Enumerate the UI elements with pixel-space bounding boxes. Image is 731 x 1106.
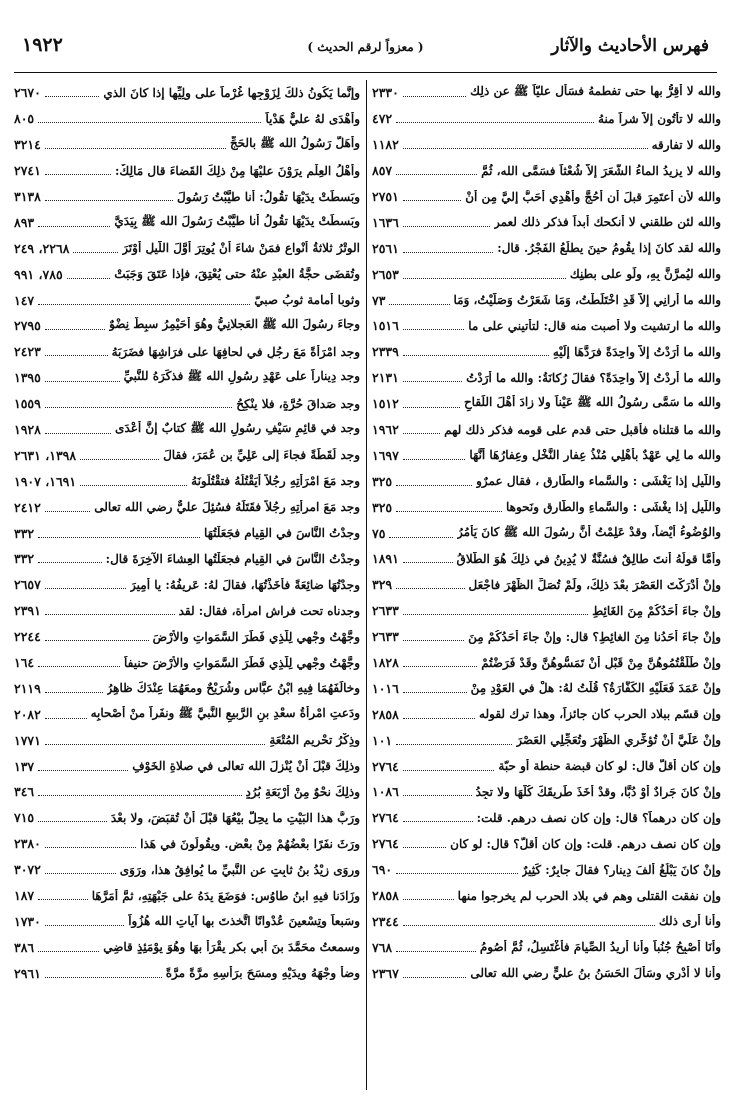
dot-leader (45, 399, 232, 408)
dot-leader (396, 166, 477, 175)
entry-text: وجدناه تحت فراش امرأة، فقال: لقد (178, 603, 360, 618)
hadith-number: ١٨٧ (14, 888, 35, 904)
index-entry (372, 675, 721, 701)
hadith-number: ٣٤٦ (14, 784, 35, 800)
entry-text: وإن كان نصف درهم. قلت: وإن كان أقلّ؟ قال: لو كان (450, 836, 721, 851)
index-entry (14, 235, 360, 261)
index-entry (372, 650, 721, 676)
dot-leader (403, 969, 466, 978)
index-entry (372, 261, 721, 287)
index-entry (14, 546, 360, 572)
dot-leader (403, 218, 490, 227)
dot-leader (38, 296, 250, 305)
index-entry (14, 209, 360, 235)
hadith-number: ٢٠٨٢ (14, 706, 41, 722)
entry-text: والله لئن طلقني لا أنكحك أبداً فذكر ذلك لعمر (493, 215, 721, 230)
dot-leader (403, 140, 648, 149)
dot-leader (38, 762, 128, 771)
dot-leader (45, 140, 226, 149)
dot-leader (45, 632, 149, 641)
entry-text: والله لأن أعتَمِرَ قبلَ أن أحُجَّ وأُهْدِي أحَبُّ إليَّ مِن أنْ (465, 189, 721, 204)
hadith-number: ٢٣٣٩ (372, 344, 399, 360)
entry-text: ورَثَ نفَرًا بعْضُهُمْ مِنْ بعْضٍ. ويقُولُونَ في هَذا (140, 836, 360, 851)
hadith-number: ٢٣٤٤ (372, 913, 399, 929)
entry-text: وإن كان درهماً؟ قال: وإن كان نصف درهم. قلت: (476, 810, 721, 825)
hadith-number: ١٥١٢ (372, 396, 399, 412)
index-entry (372, 235, 721, 261)
entry-text: وجد صَداقَ حُرَّةٍ، فلا ينْكِحُ (236, 396, 360, 411)
index-entry (14, 339, 360, 365)
index-entry (372, 779, 721, 805)
dot-leader (38, 114, 261, 123)
index-entry (14, 960, 360, 986)
index-entry (372, 468, 721, 494)
dot-leader (403, 399, 460, 408)
hadith-number: ٣٨٦ (14, 939, 35, 955)
index-entry (372, 624, 721, 650)
dot-leader (403, 88, 466, 97)
left-column (14, 80, 360, 986)
hadith-number: ٢٧٦٤ (372, 758, 399, 774)
dot-leader (403, 554, 453, 563)
entry-text: والله لا أقِرُّ بها حتى تفطمهُ فسَأل عليّاً ﷺ عن ذلِك (470, 84, 721, 99)
header-rule (14, 72, 717, 73)
entry-text: وإنَّما يَكُونُ ذلكَ لِزَوْجِها غُرْماً على ولِيِّها إذا كانَ الذي (103, 85, 360, 100)
entry-text: والله لقد كانَ إذا يقُومُ حينَ يطلُعُ الفَجْرُ. قال: (497, 241, 721, 256)
entry-text: والله ما لِي عَهْدٌ بأهْلِي مُنْذُ عِفارِ النَّخْلِ وعِفارُهَا أنَّهَا (469, 448, 721, 463)
index-entry (14, 572, 360, 598)
hadith-number: ١٣٧ (14, 758, 35, 774)
entry-text: وإن نفقت القتلى وهم في بلاد الحرب لم يخرجوا منها (457, 888, 721, 903)
hadith-number: ١٦٩١، ١٩٠٧ (14, 473, 77, 489)
index-entry (14, 727, 360, 753)
index-entry (372, 753, 721, 779)
index-entry (14, 494, 360, 520)
dot-leader (45, 969, 162, 978)
hadith-number: ١٠٨٦ (372, 784, 399, 800)
index-entry (14, 883, 360, 909)
hadith-number: ١٠١ (372, 732, 393, 748)
hadith-number: ٢١٣١ (372, 370, 399, 386)
entry-text: وأنا لا أدْرِي وسَألَ الحَسَنُ بنُ عليٍّ رضي الله تعالى (470, 966, 721, 981)
index-entry (14, 650, 360, 676)
index-entry (372, 339, 721, 365)
dot-leader (45, 710, 87, 719)
dot-leader (403, 244, 493, 253)
index-entry (372, 442, 721, 468)
hadith-number: ٢٢٦٨، ٢٤٩ (14, 240, 70, 256)
hadith-number: ٢٧٥١ (372, 189, 399, 204)
dot-leader (45, 865, 116, 874)
index-entry (372, 132, 721, 158)
entry-text: وبَسطَتْ يدَيْهَا تقُولُ أنا طيَّبْتُ رَسُولَ الله ﷺ بِيَدَيَّ (114, 213, 360, 228)
dot-leader (403, 813, 473, 822)
entry-text: والله لا تأتُون إلاَّ شراً منهُ (598, 111, 721, 126)
dot-leader (45, 166, 111, 175)
dot-leader (45, 192, 173, 201)
hadith-number: ٣٢٥ (372, 473, 393, 489)
entry-text: وجدْتُهَا ضائِعَةً فأخَذْتُهَا، فقالَ لهُ: عَرِيفُهُ: يا أمِيرَ (130, 577, 360, 592)
index-entry (372, 857, 721, 883)
hadith-number: ٢٣٣٠ (372, 85, 399, 101)
hadith-number: ١٦٣٦ (372, 214, 399, 230)
dot-leader (403, 270, 566, 279)
index-entry (372, 391, 721, 417)
hadith-number: ١٨٢٨ (372, 655, 399, 671)
dot-leader (45, 606, 175, 615)
index-entry (14, 520, 360, 546)
dot-leader (38, 529, 200, 538)
dot-leader (403, 787, 472, 796)
hadith-number: ٣٠٧٢ (14, 862, 41, 878)
hadith-number: ٢٦٣٣ (372, 629, 399, 645)
entry-text: وإنْ كانَ يَبْلُغُ ألفَ دِينارٍ؟ فقالَ جابِرٌ: كَثِيرٌ (521, 862, 721, 877)
entry-text: وتُقضَى حجَّةُ العبْدِ عنْهُ حتى يُعْتِقَ، فإذا عَتَقَ وَجَبَتْ (114, 267, 360, 282)
entry-text: ودَعتِ امْرأةُ سعْدِ بنِ الرَّبيعِ النَّبيَّ ﷺ ونفَراً منْ أصْحابِه (90, 705, 360, 720)
index-entry (372, 184, 721, 210)
index-entry (14, 857, 360, 883)
index-entry (372, 572, 721, 598)
entry-text: وإن قسّم ببلاد الحرب كان جائزاً، وهذا ترك لقوله (479, 707, 721, 722)
entry-text: والله لا تفارقه (651, 137, 721, 152)
index-entry (14, 106, 360, 132)
hadith-number: ٢١١٩ (14, 680, 41, 696)
index-entry (14, 365, 360, 391)
hadith-number: ٣١٣٨ (14, 189, 41, 204)
index-entry (372, 701, 721, 727)
hadith-number: ٣٣٢ (14, 551, 35, 567)
right-column (372, 80, 721, 986)
dot-leader (45, 373, 120, 382)
hadith-number: ١٤٧ (14, 292, 35, 308)
dot-leader (403, 917, 655, 926)
dot-leader (396, 503, 502, 512)
dot-leader (389, 529, 453, 538)
page-subtitle: ( معزواً لرقم الحديث ) (307, 40, 424, 54)
hadith-number: ٤٧٢ (372, 111, 393, 127)
index-entry (372, 313, 721, 339)
index-entry (14, 261, 360, 287)
hadith-number: ٢٥٦١ (372, 240, 399, 256)
dot-leader (45, 347, 108, 356)
hadith-number: ١٩٦٢ (372, 422, 399, 438)
hadith-number: ٢٦٥٧ (14, 577, 41, 593)
hadith-number: ٢٧٤١ (14, 163, 41, 179)
index-entry (14, 158, 360, 184)
dot-leader (45, 917, 124, 926)
entry-text: والله ما سَمَّى رسُولُ الله ﷺ عَيْناً ولا زادَ أهْلَ اللِّقاحِ (463, 395, 721, 410)
entry-text: وثوبا أمامة ثوبُ صبيّ (254, 293, 360, 308)
index-entry (14, 753, 360, 779)
hadith-number: ٢٣٨٠ (14, 836, 41, 852)
entry-text: الوِتْرُ ثلاثةُ أنْواعٍ فمَنْ شاءَ أنْ يُوتِرَ أوَّلَ اللَّيلِ أوْتَرَ (122, 241, 360, 256)
dot-leader (396, 477, 472, 486)
dot-leader (45, 503, 90, 512)
index-entry (14, 779, 360, 805)
dot-leader (389, 296, 449, 305)
hadith-number: ٦٩٠ (372, 862, 393, 878)
dot-leader (403, 192, 461, 201)
entry-text: واللَّيلِ إذا يغْشَى : والسَّماءِ والطَّارِقِ ونَحوها (506, 500, 721, 515)
page-number: ١٩٢٢ (22, 34, 63, 56)
dot-leader (67, 270, 111, 279)
entry-text: وزَادَنا فيهِ ابنُ طاوُسٍ: فوَضَعَ يدَهُ على جَبْهَتِهِ، ثمَّ أمَرَّهَا (91, 888, 360, 903)
dot-leader (396, 943, 476, 952)
index-entry (14, 598, 360, 624)
entry-text: وضأ وجْهَهُ ويدَيْهِ ومسَحَ برَأسِهِ مرَّةً مرَّةً (165, 966, 360, 981)
index-entry (14, 417, 360, 443)
index-entry (372, 909, 721, 935)
entry-text: وأنَا أُصْبِحُ جُنُباً وأنا أُريدُ الصِّيامَ فأغْتَسِلُ، ثُمَّ أصُومُ (479, 940, 721, 955)
entry-text: وأهَلَّ رَسُولُ الله ﷺ بالحَجِّ (229, 136, 360, 151)
hadith-number: ١٧٣٠ (14, 913, 41, 929)
hadith-number: ٢٣٩١ (14, 603, 41, 619)
index-entry (372, 831, 721, 857)
dot-leader (403, 710, 475, 719)
dot-leader (38, 218, 110, 227)
index-entry (372, 598, 721, 624)
hadith-number: ٢٦٥٣ (372, 266, 399, 282)
hadith-number: ٢٧٦٤ (372, 810, 399, 826)
entry-text: وإن كان أقلَّ قال: لو كان قبضة حنطة أو حبّة (498, 759, 721, 774)
entry-text: وجَّهْتُ وجْهِي لِلَّذِي فَطَرَ السَّمَواتِ والأرْضَ (152, 629, 360, 644)
index-entry (14, 934, 360, 960)
index-entry (14, 675, 360, 701)
index-entry (372, 883, 721, 909)
hadith-number: ٨٩٣ (14, 214, 35, 230)
index-entry (372, 287, 721, 313)
index-entry (14, 184, 360, 210)
hadith-number: ٢٧٩٥ (14, 318, 41, 334)
hadith-number: ١٥٥٩ (14, 396, 41, 412)
dot-leader (403, 684, 467, 693)
index-entry (372, 365, 721, 391)
dot-leader (45, 88, 99, 97)
dot-leader (403, 373, 462, 382)
dot-leader (45, 736, 266, 745)
dot-leader (73, 244, 118, 253)
hadith-number: ٣٢٥ (372, 499, 393, 515)
entry-text: والله ما أُرانِي إلاَّ قَدِ اخْتَلَطْتُ، وَمَا شَعَرْتُ وَصَلَّيْتُ، وَمَا (453, 293, 721, 308)
hadith-number: ٢٤٢٣ (14, 344, 41, 360)
dot-leader (38, 813, 107, 822)
index-entry (14, 442, 360, 468)
dot-leader (403, 891, 454, 900)
index-entry (372, 934, 721, 960)
column-divider (366, 80, 367, 1090)
entry-text: وجدْتُ النَّاسَ في القِيامِ فجعَلْتُها العِشاءَ الآخِرَةَ قال: (105, 551, 360, 566)
entry-text: وجدْتُ النَّاسَ في القِيامِ فجَعَلْتُهَا (204, 526, 360, 541)
hadith-number: ٢٩٦١ (14, 965, 41, 981)
entry-text: وإنْ جاءَ أحَدُنا مِنَ الغائِطِ؟ قال: وإنْ جاءَ أحَدُكُمْ مِنَ (468, 629, 721, 644)
index-entry (372, 494, 721, 520)
index-entry (14, 313, 360, 339)
hadith-number: ١٥١٦ (372, 318, 399, 334)
index-entry (372, 960, 721, 986)
index-entry (372, 80, 721, 106)
hadith-number: ٨٥٧ (372, 163, 393, 179)
entry-text: وإنْ أدْرَكْتَ العَصْرَ بعْدَ ذلِكَ، ولَمْ تُصَلِّ الظُّهْرَ فاجْعَل (468, 577, 721, 592)
index-entry (14, 287, 360, 313)
index-entry (14, 468, 360, 494)
index-entry (14, 391, 360, 417)
dot-leader (80, 477, 187, 486)
index-entry (372, 158, 721, 184)
entry-text: وجد مَعَ امرأتِهِ رجُلاً فقَتَلَهُ فسُئِلَ عليٌّ رضي الله تعالى (94, 500, 360, 515)
hadith-number: ١٧٧١ (14, 732, 41, 748)
hadith-number: ٧٣ (372, 292, 386, 308)
dot-leader (403, 321, 464, 330)
hadith-number: ١٣٩٥ (14, 370, 41, 386)
entry-text: وجد مَعَ امْرَأتِهِ رجُلاً أيَقْتُلُهُ فتقْتُلُونَهُ (191, 474, 360, 489)
hadith-number: ٢٦٧٠ (14, 85, 41, 101)
dot-leader (403, 839, 446, 848)
entry-text: واللَّيلِ إذا يَغْشَى : والسَّماء والطَّارق ، فقال عمرٌو (476, 474, 721, 489)
hadith-number: ١١٨٢ (372, 137, 399, 153)
hadith-number: ٣٢١٤ (14, 137, 41, 153)
dot-leader (403, 762, 495, 771)
dot-leader (403, 347, 549, 356)
dot-leader (403, 606, 588, 615)
entry-text: وسَبعاً وتِسْعينَ عُدْوانًا اتَّخذتَ بها آياتِ الله هُزُواً (128, 914, 360, 929)
hadith-number: ٣٢٩ (372, 577, 393, 593)
dot-leader (45, 580, 126, 589)
entry-text: وجاءَ رسُولَ الله ﷺ العَجلانِيُّ وهُوَ أحَيْمِرُ سبِطٌ نِضْوٌ (109, 317, 360, 332)
entry-text: وروَى زيْدُ بنُ ثابِتٍ عنِ النَّبيِّ ما يُوافِقُ هذا، ورَوَى (119, 862, 360, 877)
hadith-number: ١٨٩١ (372, 551, 399, 567)
hadith-number: ٢٣٦٧ (372, 965, 399, 981)
entry-text: والله ما ارتشيت ولا أصبت منه قال: لتأتيني على ما (468, 318, 721, 333)
entry-text: والله ما أرَدْتُ إلاَّ واحِدَةً فرَدَّهَا إِلَيْهِ (552, 344, 721, 359)
entry-text: وسمعتُ محَمَّدَ بنَ أبي بكرٍ يقْرَأُ بهَا وهُوَ يوْمَئِذٍ قاضِي (103, 940, 360, 955)
entry-text: وجَّهْتُ وجْهِي لِلَّذِي فَطَرَ السَّمَواتِ والأرْضَ حنيفاً (124, 655, 360, 670)
hadith-number: ٧٨٥، ٩٩١ (14, 266, 63, 282)
hadith-number: ٨٠٥ (14, 111, 35, 127)
dot-leader (396, 114, 594, 123)
index-entry (372, 727, 721, 753)
index-entry (372, 106, 721, 132)
dot-leader (403, 425, 440, 434)
entry-text: وإنْ عَمَدَ فَعَلَيْهِ الكَفَّارَةُ؟ قُلْتُ لهُ: هلْ في العَوْدِ مِنْ (470, 681, 721, 696)
entry-text: وجد لُقَطَةً فجاءَ إلى عَلِيِّ بنِ عُمَرَ، فقالَ (163, 448, 360, 463)
entry-text: وأهْلُ العِلْمِ يرَوْنَ عليْهَا مِنْ ذلِكَ القَضاءَ قال مَالِكٌ: (114, 163, 360, 178)
hadith-number: ٢٨٥٨ (372, 706, 399, 722)
entry-text: وذلِكَ قبْلَ أنْ يُنْزِلَ الله تعالى في صلاةِ الخَوْفِ (132, 759, 360, 774)
entry-text: وخالَفَهُمَا فِيهِ ابْنُ عبَّاسٍ وشُرَيْحٌ ومعَهُمَا عِنْدَكَ ظاهِرُ (106, 681, 360, 696)
entry-text: والله ما قتلناه فأقبل حتى قدم على قومه فذكر ذلك لهم (444, 422, 721, 437)
dot-leader (38, 658, 120, 667)
entry-text: وذِكْرُ تحْريمِ المُتْعَةِ (269, 733, 360, 748)
hadith-number: ٢٨٥٨ (372, 888, 399, 904)
hadith-number: ١٦٩٧ (372, 447, 399, 463)
entry-text: وجد في قائِمِ سَيْفِ رسُولِ الله ﷺ كتابٌ إنَّ أعْدَى (115, 421, 360, 436)
dot-leader (45, 839, 136, 848)
entry-text: والله ليُمرَّنَّ بِهِ، ولَو على بطنِك (569, 267, 721, 282)
entry-text: وإنْ طَلَّقْتُمُوهُنَّ مِنْ قَبْلِ أنْ تَمَسُّوهُنَّ وقَدْ فَرَضْتُمْ (481, 655, 721, 670)
index-entry (372, 417, 721, 443)
dot-leader (45, 425, 111, 434)
hadith-number: ٢٦٣٣ (372, 603, 399, 619)
entry-text: وإنْ عَلَيَّ أنْ تُؤخِّرِي الظُّهْرَ وتُعَجِّلِي العَصْرَ (516, 733, 721, 748)
hadith-number: ٣٣٢ (14, 525, 35, 541)
entry-text: وبَسطَتْ يدَيْهَا تقُولُ: أنا طيَّبْتُ رَسُولَ (177, 189, 360, 204)
entry-text: وجد دِيناراً على عَهْدِ رسُولِ الله ﷺ فذكَرَهُ للنَّبيِّ (123, 369, 360, 384)
hadith-number: ٧٦٨ (372, 939, 393, 955)
hadith-number: ٢٤١٢ (14, 499, 41, 515)
index-entry (372, 520, 721, 546)
dot-leader (38, 943, 99, 952)
dot-leader (45, 321, 105, 330)
index-entry (14, 80, 360, 106)
entry-text: وأمَّا قولُهُ أنتَ طالِقٌ فسُنَّةٌ لا يُدِينُ في ذلِكَ هُوَ الطَّلاقُ (456, 551, 721, 566)
entry-text: والوُضُوءُ أيْضاً، وقدْ عَلِمْتُ أنَّ رسُولَ الله ﷺ كانَ يَأمُرُ (457, 524, 721, 539)
entry-text: وإنْ جاءَ أحَدُكُمْ مِنَ الغَائِطِ (592, 603, 721, 618)
entry-text: وجد امْرَأةً مَعَ رجُلٍ في لحافِهَا على فرَاشِهَا فضَرَبَهُ (111, 344, 360, 359)
dot-leader (38, 891, 88, 900)
hadith-number: ٢٧٦٤ (372, 836, 399, 852)
entry-text: وذلِكَ نحْوٌ مِنْ أرْبَعَةِ بُرُدٍ (245, 784, 360, 799)
dot-leader (396, 580, 464, 589)
hadith-number: ٢٢٤٤ (14, 629, 41, 645)
dot-leader (38, 554, 101, 563)
index-entry (14, 909, 360, 935)
entry-text: ورَبُّ هذا البَيْتِ ما يحِلُّ بيْعُهَا قبْلَ أنْ تُقبَضَ، ولا بعْدَ (110, 810, 360, 825)
hadith-number: ١٣٩٨، ٢٦٣١ (14, 447, 77, 463)
page-title: فهرس الأحاديث والآثار (551, 36, 709, 56)
index-entry (14, 805, 360, 831)
hadith-number: ٧٥ (372, 525, 386, 541)
dot-leader (403, 451, 466, 460)
index-entry (14, 624, 360, 650)
index-entry (14, 132, 360, 158)
entry-text: والله ما أردْتُ إلاَّ واحِدَةً؟ فقالَ رُكانَةُ: والله ما أرَدْتُ (466, 370, 721, 385)
dot-leader (403, 658, 477, 667)
entry-text: وإنْ كانَ جَرادٌ أوْ دُبًّا، وقدْ أخَذَ طَرِيقَكَ كُلَّهَا ولا تجِدُ (475, 784, 721, 799)
hadith-number: ٧١٥ (14, 810, 35, 826)
entry-text: وأنا أرى ذلك (658, 914, 721, 929)
dot-leader (45, 684, 103, 693)
entry-text: وأهْدَى لهُ عليٌّ هَدْياً (265, 111, 360, 126)
dot-leader (80, 451, 159, 460)
index-entry (14, 701, 360, 727)
dot-leader (38, 787, 241, 796)
entry-text: والله لا يزيدُ الماءُ الشَّعَرَ إلاَّ شُعْثاً فسَمَّى الله، ثُمَّ (481, 163, 721, 178)
index-entry (372, 209, 721, 235)
dot-leader (396, 736, 512, 745)
index-entry (372, 546, 721, 572)
index-entry (14, 831, 360, 857)
page-header (14, 26, 717, 66)
dot-leader (403, 632, 464, 641)
hadith-number: ١٠١٦ (372, 680, 399, 696)
dot-leader (396, 865, 517, 874)
hadith-number: ١٩٢٨ (14, 422, 41, 438)
hadith-number: ١٦٤ (14, 655, 35, 671)
index-entry (372, 805, 721, 831)
